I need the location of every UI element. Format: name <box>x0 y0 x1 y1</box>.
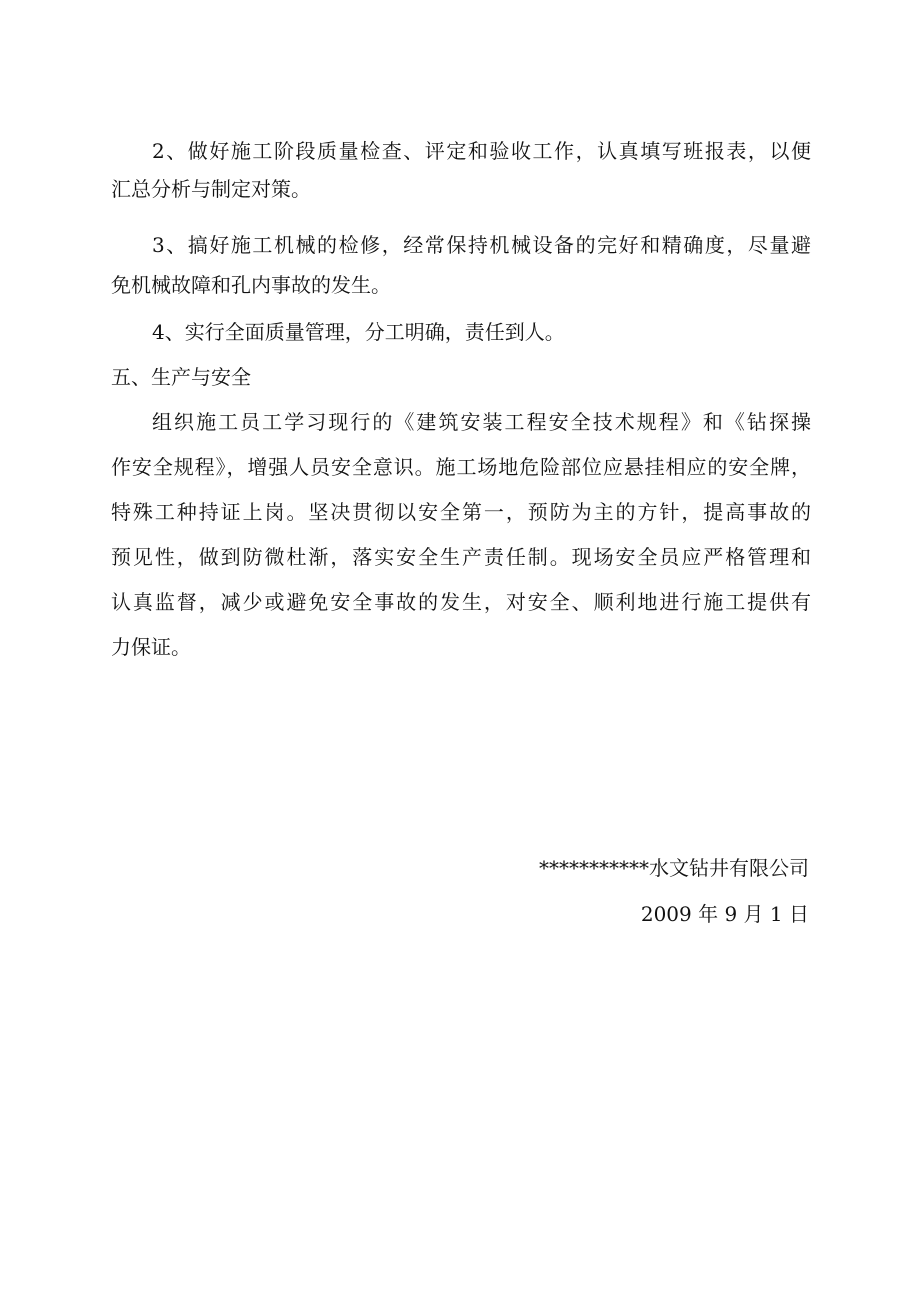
safety-paragraph-line-1: 组织施工员工学习现行的《建筑安装工程安全技术规程》和《钻探操 <box>152 410 811 434</box>
signature-company: ***********水文钻井有限公司 <box>539 856 809 880</box>
safety-paragraph-line-2: 作安全规程》，增强人员安全意识。施工场地危险部位应悬挂相应的安全牌， <box>111 455 811 479</box>
paragraph-2-line-2: 汇总分析与制定对策。 <box>111 177 311 201</box>
signature-date: 2009 年 9 月 1 日 <box>640 902 809 926</box>
safety-paragraph-line-6: 力保证。 <box>111 635 191 659</box>
paragraph-3-line-2: 免机械故障和孔内事故的发生。 <box>111 273 391 297</box>
safety-paragraph-line-3: 特殊工种持证上岗。坚决贯彻以安全第一，预防为主的方针，提高事故的 <box>111 500 811 524</box>
safety-paragraph-line-4: 预见性，做到防微杜渐，落实安全生产责任制。现场安全员应严格管理和 <box>111 545 811 569</box>
safety-paragraph-line-5: 认真监督，减少或避免安全事故的发生，对安全、顺利地进行施工提供有 <box>111 590 811 614</box>
paragraph-3-line-1: 3、搞好施工机械的检修，经常保持机械设备的完好和精确度，尽量避 <box>152 233 811 257</box>
paragraph-4-line-1: 4、实行全面质量管理，分工明确，责任到人。 <box>152 320 565 344</box>
paragraph-2-line-1: 2、做好施工阶段质量检查、评定和验收工作，认真填写班报表，以便 <box>152 139 811 163</box>
section-heading: 五、生产与安全 <box>111 365 251 389</box>
